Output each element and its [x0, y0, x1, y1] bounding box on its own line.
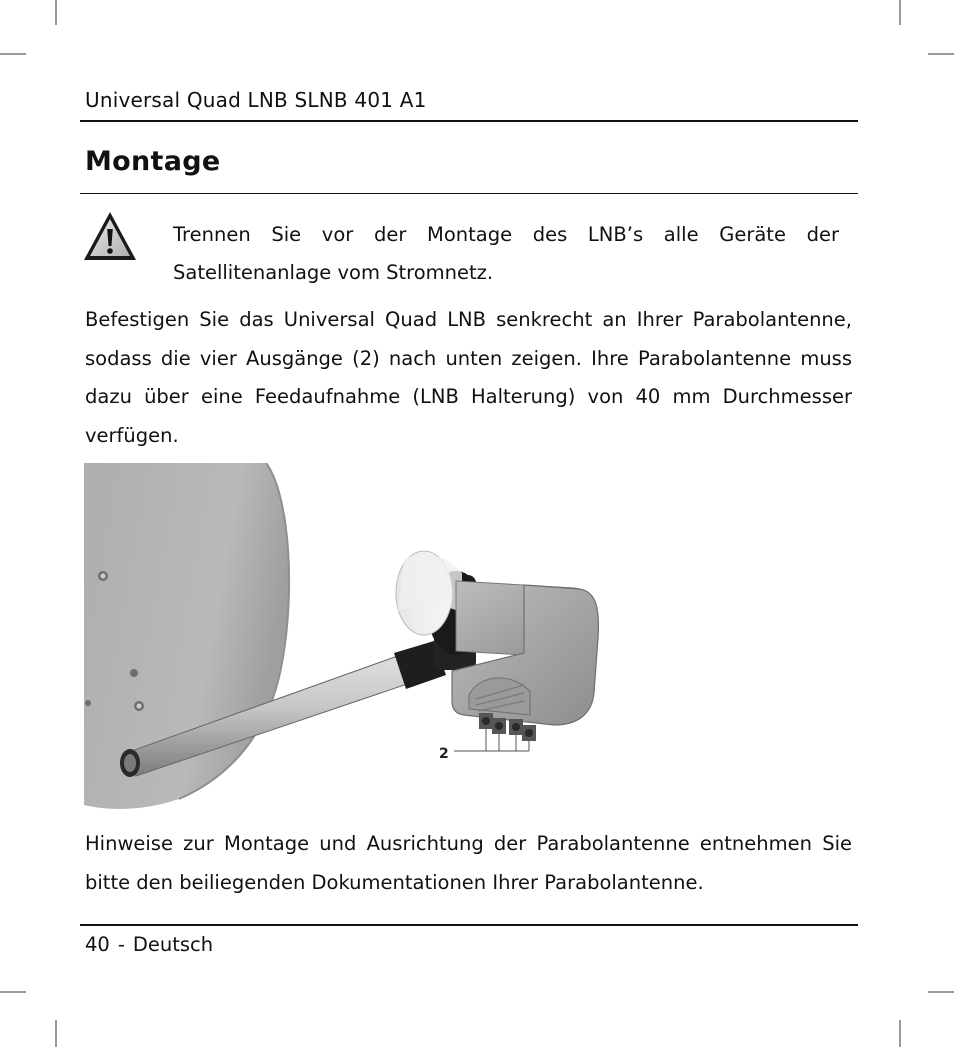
crop-mark-bottom-left-h [0, 991, 26, 993]
footer-rule [80, 924, 858, 926]
warning-triangle-icon [82, 209, 138, 263]
lnb-mounting-figure [84, 463, 624, 811]
paragraph-hints: Hinweise zur Montage und Ausrichtung der Parabolantenne entnehmen Sie bitte den beiliegenden Dokumentationen Ihrer Parabolantenne. [85, 832, 852, 894]
header-title: Universal Quad LNB SLNB 401 A1 [85, 88, 427, 112]
crop-mark-top-right-h [928, 53, 954, 55]
footer-language: Deutsch [132, 933, 214, 956]
warning-text: Trennen Sie vor der Montage des LNB’s alle Geräte der Satellitenanlage vom Stromnetz. [173, 223, 839, 284]
footer [85, 933, 213, 956]
crop-mark-bottom-right-h [928, 991, 954, 993]
crop-mark-top-left-h [0, 53, 26, 55]
lnb-body-graphic [396, 551, 598, 725]
paragraph-mounting: Befestigen Sie das Universal Quad LNB senkrecht an Ihrer Parabolantenne, sodass die vier Ausgänge (2) nach unten zeigen. Ihre Parabolantenne muss dazu über eine Feedaufnahme (LNB Halterung) von 40 mm Durchmesser verfügen. [85, 308, 852, 447]
crop-mark-bottom-left-v [55, 1020, 57, 1047]
section-title: Montage [85, 146, 221, 177]
crop-mark-bottom-right-v [899, 1020, 901, 1047]
page-number: 40 [85, 933, 110, 956]
section-rule [80, 193, 858, 194]
crop-mark-top-right-v [899, 0, 901, 25]
crop-mark-top-left-v [55, 0, 57, 25]
footer-separator: - [117, 933, 125, 956]
header-rule [80, 120, 858, 122]
callout-label-2: 2 [439, 746, 449, 762]
